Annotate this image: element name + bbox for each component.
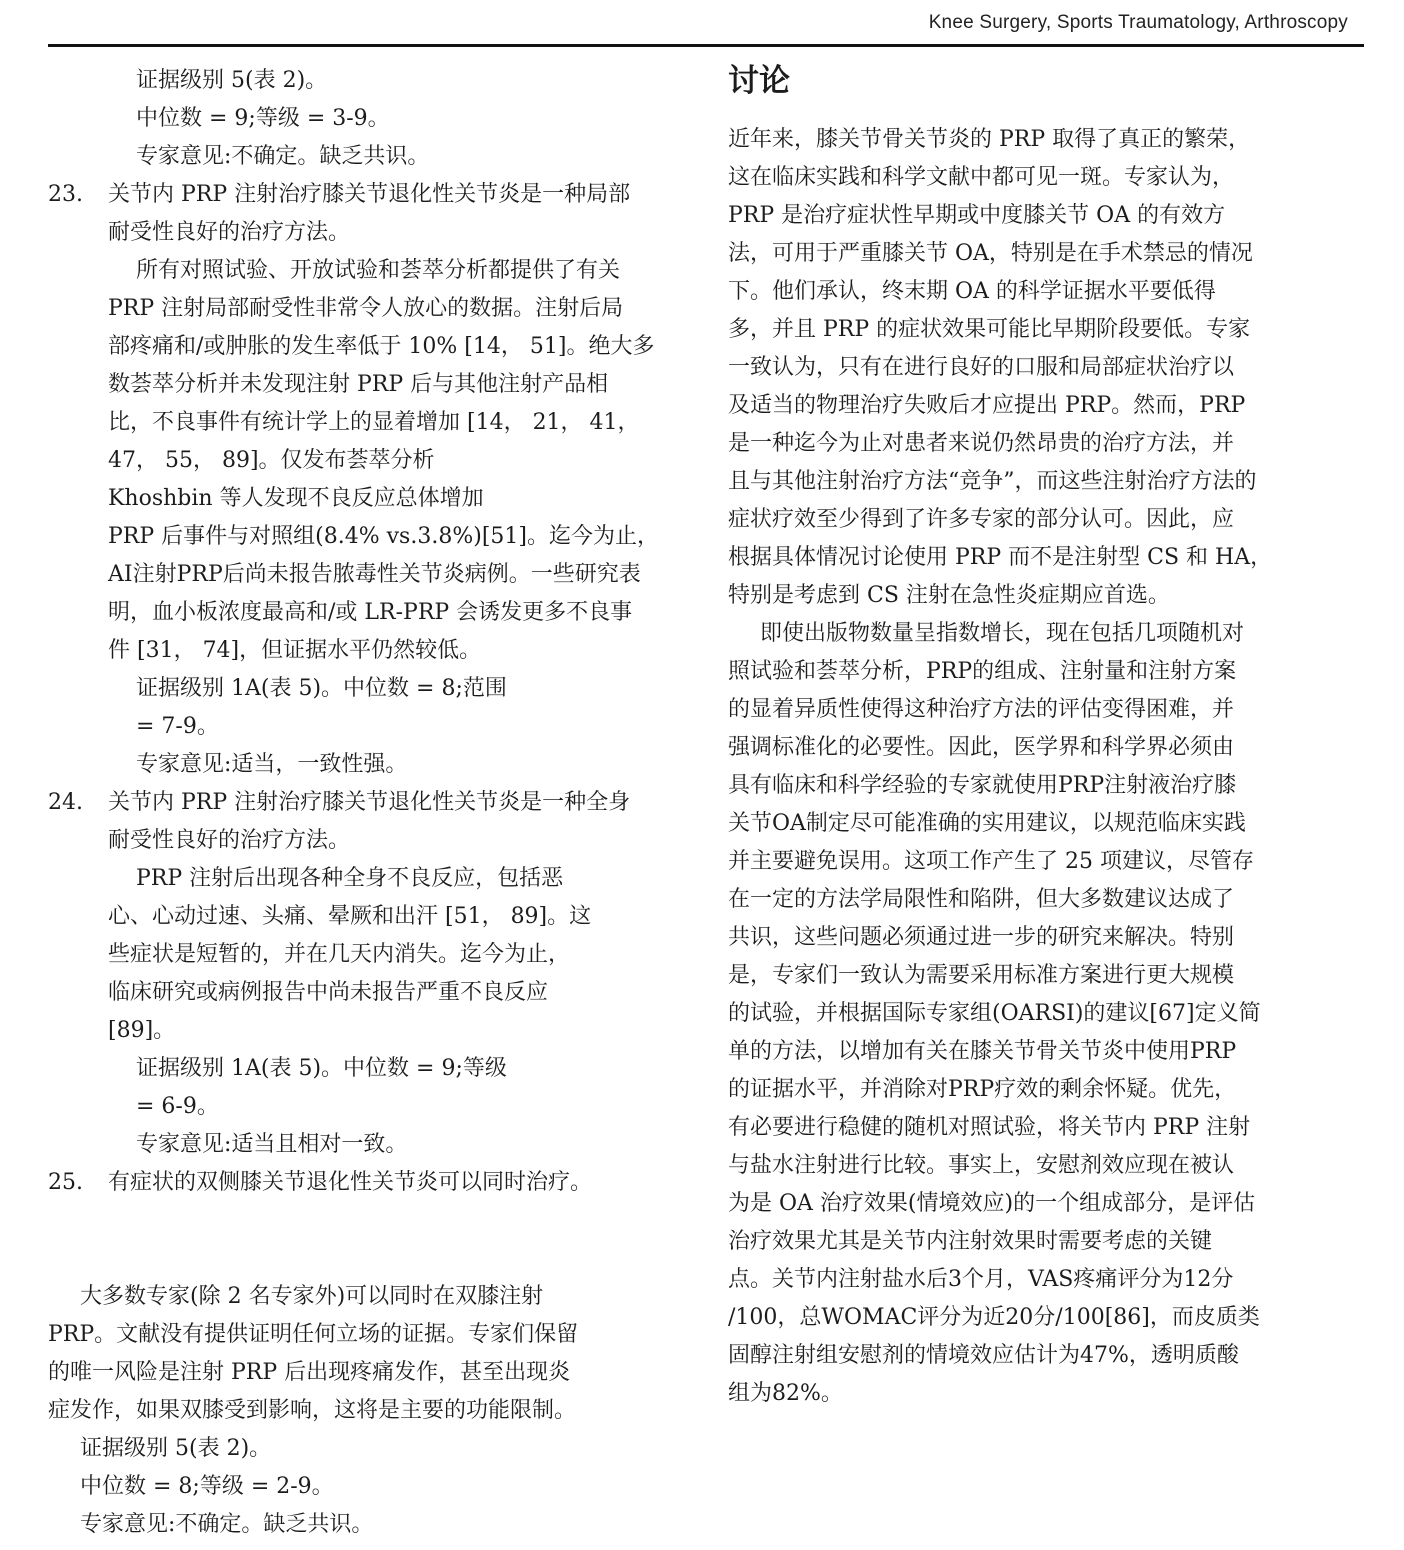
paragraph-line: 关节OA制定尽可能准确的实用建议，以规范临床实践 xyxy=(728,811,1246,836)
paragraph-line: 这在临床实践和科学文献中都可见一斑。专家认为， xyxy=(728,165,1235,190)
right-column xyxy=(728,62,1368,1413)
paragraph-line: /100，总WOMAC评分为近20分/100[86]，而皮质类 xyxy=(728,1305,1260,1330)
body-line: 临床研究或病例报告中尚未报告严重不良反应 xyxy=(108,980,549,1005)
paragraph-line: 且与其他注射治疗方法“竞争”，而这些注射治疗方法的 xyxy=(728,469,1257,494)
discussion-paragraph-2 xyxy=(728,615,1368,1413)
item-title-line: 关节内 PRP 注射治疗膝关节退化性关节炎是一种局部 xyxy=(108,182,631,207)
paragraph-line: 并主要避免误用。这项工作产生了 25 项建议，尽管存 xyxy=(728,849,1254,874)
paragraph-line: PRP 是治疗症状性早期或中度膝关节 OA 的有效方 xyxy=(728,203,1226,228)
body-line: PRP 注射局部耐受性非常令人放心的数据。注射后局 xyxy=(108,296,624,321)
body-line: 心、心动过速、头痛、晕厥和出汗 [51， 89]。这 xyxy=(108,904,592,929)
paragraph-line: 特别是考虑到 CS 注射在急性炎症期应首选。 xyxy=(728,583,1170,608)
expert-opinion: 专家意见:适当且相对一致。 xyxy=(136,1132,408,1157)
item-title-line: 耐受性良好的治疗方法。 xyxy=(108,828,351,853)
median-range: = 7-9。 xyxy=(136,714,219,739)
paragraph-line: 大多数专家(除 2 名专家外)可以同时在双膝注射 xyxy=(80,1284,544,1309)
paragraph-line: 症状疗效至少得到了许多专家的部分认可。因此，应 xyxy=(728,507,1235,532)
paragraph-line: 法，可用于严重膝关节 OA，特别是在手术禁忌的情况 xyxy=(728,241,1253,266)
item-title-line: 有症状的双侧膝关节退化性关节炎可以同时治疗。 xyxy=(108,1170,593,1195)
body-line: 些症状是短暂的，并在几天内消失。迄今为止， xyxy=(108,942,571,967)
item-title-line: 关节内 PRP 注射治疗膝关节退化性关节炎是一种全身 xyxy=(108,790,631,815)
paragraph-line: 点。关节内注射盐水后3个月，VAS疼痛评分为12分 xyxy=(728,1267,1234,1292)
paragraph-line: 根据具体情况讨论使用 PRP 而不是注射型 CS 和 HA， xyxy=(728,545,1273,570)
paragraph-line: 的证据水平，并消除对PRP疗效的剩余怀疑。优先， xyxy=(728,1077,1237,1102)
paragraph-line: 多，并且 PRP 的症状效果可能比早期阶段要低。专家 xyxy=(728,317,1251,342)
journal-title: Knee Surgery, Sports Traumatology, Arthroscopy xyxy=(928,12,1348,33)
expert-opinion: 专家意见:适当，一致性强。 xyxy=(136,752,408,777)
paragraph-line: 是，专家们一致认为需要采用标准方案进行更大规模 xyxy=(728,963,1235,988)
body-line: 数荟萃分析并未发现注射 PRP 后与其他注射产品相 xyxy=(108,372,609,397)
paragraph-line: 治疗效果尤其是关节内注射效果时需要考虑的关键 xyxy=(728,1229,1213,1254)
item-number: 23. xyxy=(48,182,83,207)
paragraph-line: 单的方法，以增加有关在膝关节骨关节炎中使用PRP xyxy=(728,1039,1237,1064)
body-line: 47， 55， 89]。仅发布荟萃分析 xyxy=(108,448,435,473)
paragraph-line: 的显着异质性使得这种治疗方法的评估变得困难，并 xyxy=(728,697,1235,722)
section-heading-discussion: 讨论 xyxy=(728,63,790,99)
paragraph-line: 照试验和荟萃分析，PRP的组成、注射量和注射方案 xyxy=(728,659,1237,684)
recommendation-24 xyxy=(48,784,688,860)
body-line: 件 [31， 74]，但证据水平仍然较低。 xyxy=(108,638,482,663)
body-line: 比，不良事件有统计学上的显着增加 [14， 21， 41， xyxy=(108,410,640,435)
paragraph-line: 即使出版物数量呈指数增长，现在包括几项随机对 xyxy=(760,621,1245,646)
paragraph-line: 近年来，膝关节骨关节炎的 PRP 取得了真正的繁荣， xyxy=(728,127,1251,152)
item-title-line: 耐受性良好的治疗方法。 xyxy=(108,220,351,245)
paragraph-line: 的唯一风险是注射 PRP 后出现疼痛发作，甚至出现炎 xyxy=(48,1360,571,1385)
paragraph-line: 与盐水注射进行比较。事实上，安慰剂效应现在被认 xyxy=(728,1153,1235,1178)
body-line: Khoshbin 等人发现不良反应总体增加 xyxy=(108,486,484,511)
body-line: 部疼痛和/或肿胀的发生率低于 10% [14， 51]。绝大多 xyxy=(108,334,655,359)
discussion-paragraph-1 xyxy=(728,121,1368,615)
paragraph-line: 为是 OA 治疗效果(情境效应)的一个组成部分，是评估 xyxy=(728,1191,1256,1216)
body-line: PRP 后事件与对照组(8.4% vs.3.8%)[51]。迄今为止， xyxy=(108,524,659,549)
body-line: 所有对照试验、开放试验和荟萃分析都提供了有关 xyxy=(136,258,621,283)
median-range: 中位数 = 9;等级 = 3-9。 xyxy=(136,106,390,131)
paragraph-line: 具有临床和科学经验的专家就使用PRP注射液治疗膝 xyxy=(728,773,1237,798)
expert-opinion: 专家意见:不确定。缺乏共识。 xyxy=(80,1512,374,1537)
body-line: PRP 注射后出现各种全身不良反应，包括恶 xyxy=(136,866,564,891)
recommendation-23 xyxy=(48,176,688,252)
paragraph-line: 症发作，如果双膝受到影响，这将是主要的功能限制。 xyxy=(48,1398,577,1423)
evidence-level: 证据级别 1A(表 5)。中位数 = 8;范围 xyxy=(136,676,507,701)
evidence-level: 证据级别 5(表 2)。 xyxy=(80,1436,272,1461)
paragraph-line: 下。他们承认，终末期 OA 的科学证据水平要低得 xyxy=(728,279,1216,304)
body-line: AI注射PRP后尚未报告脓毒性关节炎病例。一些研究表 xyxy=(108,562,641,587)
paragraph-line: PRP。文献没有提供证明任何立场的证据。专家们保留 xyxy=(48,1322,579,1347)
paragraph-line: 固醇注射组安慰剂的情境效应估计为47%，透明质酸 xyxy=(728,1343,1239,1368)
expert-opinion: 专家意见:不确定。缺乏共识。 xyxy=(136,144,430,169)
paragraph-line: 的试验，并根据国际专家组(OARSI)的建议[67]定义简 xyxy=(728,1001,1261,1026)
paragraph-line: 组为82%。 xyxy=(728,1381,843,1406)
paragraph-line: 有必要进行稳健的随机对照试验，将关节内 PRP 注射 xyxy=(728,1115,1251,1140)
body-line: [89]。 xyxy=(108,1018,176,1043)
spacer xyxy=(48,1202,688,1278)
paragraph-line: 共识，这些问题必须通过进一步的研究来解决。特别 xyxy=(728,925,1235,950)
median-range: = 6-9。 xyxy=(136,1094,219,1119)
paragraph-line: 及适当的物理治疗失败后才应提出 PRP。然而，PRP xyxy=(728,393,1246,418)
page-header xyxy=(48,0,1364,47)
paragraph-line: 在一定的方法学局限性和陷阱，但大多数建议达成了 xyxy=(728,887,1235,912)
item-number: 25. xyxy=(48,1170,83,1195)
paragraph-line: 一致认为，只有在进行良好的口服和局部症状治疗以 xyxy=(728,355,1235,380)
recommendation-25 xyxy=(48,1164,688,1202)
evidence-level: 证据级别 1A(表 5)。中位数 = 9;等级 xyxy=(136,1056,507,1081)
paragraph-line: 是一种迄今为止对患者来说仍然昂贵的治疗方法，并 xyxy=(728,431,1235,456)
evidence-level: 证据级别 5(表 2)。 xyxy=(136,68,328,93)
item-number: 24. xyxy=(48,790,83,815)
median-range: 中位数 = 8;等级 = 2-9。 xyxy=(80,1474,334,1499)
paragraph-line: 强调标准化的必要性。因此，医学界和科学界必须由 xyxy=(728,735,1235,760)
left-column xyxy=(48,62,688,1544)
body-line: 明，血小板浓度最高和/或 LR-PRP 会诱发更多不良事 xyxy=(108,600,633,625)
